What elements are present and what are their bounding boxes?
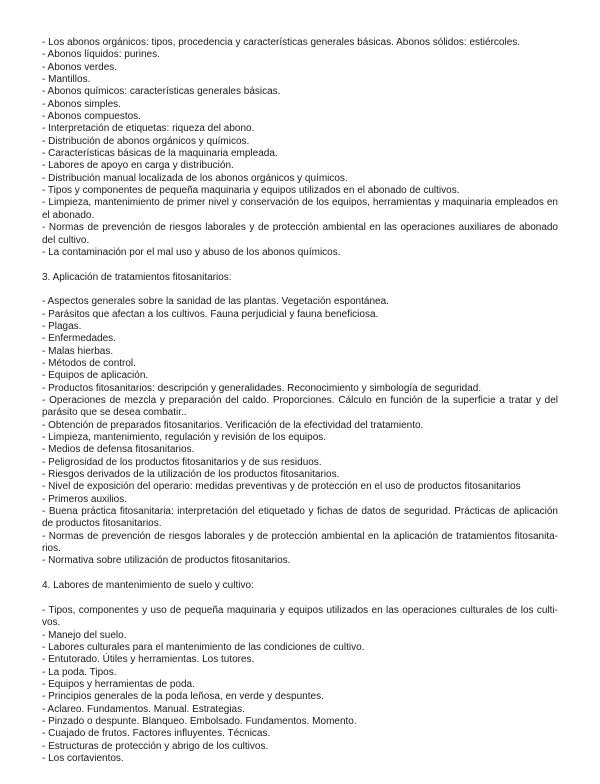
list-item: - Medios de defensa fitosanitarios. (42, 444, 195, 456)
list-item: - Nivel de exposición del operario: medidas preventivas y de protección en el uso de productos fitosanitarios (42, 481, 521, 493)
list-item: - Aspectos generales sobre la sanidad de las plantas. Vegetación espontánea. (42, 296, 389, 308)
list-item: - Plagas. (42, 320, 82, 332)
list-item-continuation: rios. (42, 543, 61, 555)
list-item: - Buena práctica fitosanitaria: interpretación del etiquetado y fichas de datos de seguridad. Prácticas de aplicación (42, 506, 558, 518)
list-item: - Limpieza, mantenimiento de primer nivel y conservación de los equipos, herramientas y maquinaria empleados en (42, 197, 558, 209)
section-3-list (42, 296, 558, 568)
list-item: - Abonos verdes. (42, 61, 118, 73)
list-item: - Abonos químicos: características generales básicas. (42, 86, 281, 98)
document-page (42, 37, 558, 765)
list-item: - Productos fitosanitarios: descripción y generalidades. Reconocimiento y simbología de seguridad. (42, 382, 482, 394)
list-item: - Abonos líquidos: purines. (42, 49, 160, 61)
list-item: - Entutorado. Útiles y herramientas. Los tutores. (42, 654, 255, 666)
list-item: - Mantillos. (42, 74, 91, 86)
list-item-continuation: de productos fitosanitarios. (42, 518, 162, 530)
list-item: - Peligrosidad de los productos fitosanitarios y de sus residuos. (42, 456, 322, 468)
list-item: - Tipos y componentes de pequeña maquinaria y equipos utilizados en el abonado de cultivos. (42, 185, 460, 197)
list-item-continuation: vos. (42, 617, 61, 629)
section-3-heading: 3. Aplicación de tratamientos fitosanitarios: (42, 271, 232, 283)
list-item: - Cuajado de frutos. Factores influyentes. Técnicas. (42, 728, 271, 740)
list-item: - Distribución de abonos orgánicos y químicos. (42, 135, 250, 147)
list-item: - Riesgos derivados de la utilización de los productos fitosanitarios. (42, 469, 340, 481)
paragraph-gap (42, 259, 558, 271)
list-item: - Primeros auxilios. (42, 493, 128, 505)
list-item: - Pinzado o despunte. Blanqueo. Embolsado. Fundamentos. Momento. (42, 715, 357, 727)
list-item: - Equipos y herramientas de poda. (42, 678, 195, 690)
list-item: - Parásitos que afectan a los cultivos. Fauna perjudicial y fauna beneficiosa. (42, 308, 379, 320)
list-item: - Tipos, componentes y uso de pequeña maquinaria y equipos utilizados en las operaciones culturales de los culti- (42, 604, 558, 616)
list-item: - Abonos compuestos. (42, 111, 141, 123)
list-item: - Normas de prevención de riesgos laborales y de protección ambiental en la aplicación de tratamientos fitosanita- (42, 530, 558, 542)
list-item: - Enfermedades. (42, 333, 116, 345)
list-item-continuation: del cultivo. (42, 234, 90, 246)
section-4-list (42, 605, 558, 765)
section-2-list (42, 37, 558, 259)
list-item: - Principios generales de la poda leñosa, en verde y despuntes. (42, 691, 324, 703)
list-item: - Métodos de control. (42, 357, 136, 369)
list-item: - Aclareo. Fundamentos. Manual. Estrategias. (42, 703, 245, 715)
list-item: - Los abonos orgánicos: tipos, procedencia y características generales básicas. Abonos sólidos: estiércoles. (42, 37, 521, 48)
paragraph-gap (42, 592, 558, 604)
list-item-continuation: parásito que se desea combatir.. (42, 407, 187, 419)
list-item: - Operaciones de mezcla y preparación del caldo. Proporciones. Cálculo en función de la superficie a tratar y del (42, 394, 558, 406)
list-item: - Interpretación de etiquetas: riqueza del abono. (42, 123, 255, 135)
list-item: - Normas de prevención de riesgos laborales y de protección ambiental en las operaciones auxiliares de abonado (42, 222, 558, 234)
paragraph-gap (42, 568, 558, 580)
section-4-heading: 4. Labores de mantenimiento de suelo y cultivo: (42, 580, 254, 592)
list-item: - La poda. Tipos. (42, 666, 117, 678)
list-item: - Labores culturales para el mantenimiento de las condiciones de cultivo. (42, 641, 365, 653)
list-item: - La contaminación por el mal uso y abuso de los abonos químicos. (42, 246, 341, 258)
list-item: - Equipos de aplicación. (42, 370, 149, 382)
list-item: - Abonos simples. (42, 98, 121, 110)
list-item: - Normativa sobre utilización de productos fitosanitarios. (42, 555, 291, 567)
list-item: - Los cortavientos. (42, 752, 124, 764)
list-item: - Estructuras de protección y abrigo de los cultivos. (42, 740, 269, 752)
list-item: - Obtención de preparados fitosanitarios. Verificación de la efectividad del tratamiento. (42, 419, 424, 431)
list-item: - Distribución manual localizada de los abonos orgánicos y químicos. (42, 172, 348, 184)
list-item: - Labores de apoyo en carga y distribución. (42, 160, 234, 172)
list-item: - Características básicas de la maquinaria empleada. (42, 148, 278, 160)
paragraph-gap (42, 284, 558, 296)
list-item-continuation: el abonado. (42, 209, 95, 221)
list-item: - Limpieza, mantenimiento, regulación y revisión de los equipos. (42, 432, 327, 443)
list-item: - Manejo del suelo. (42, 629, 127, 641)
list-item: - Malas hierbas. (42, 345, 114, 357)
